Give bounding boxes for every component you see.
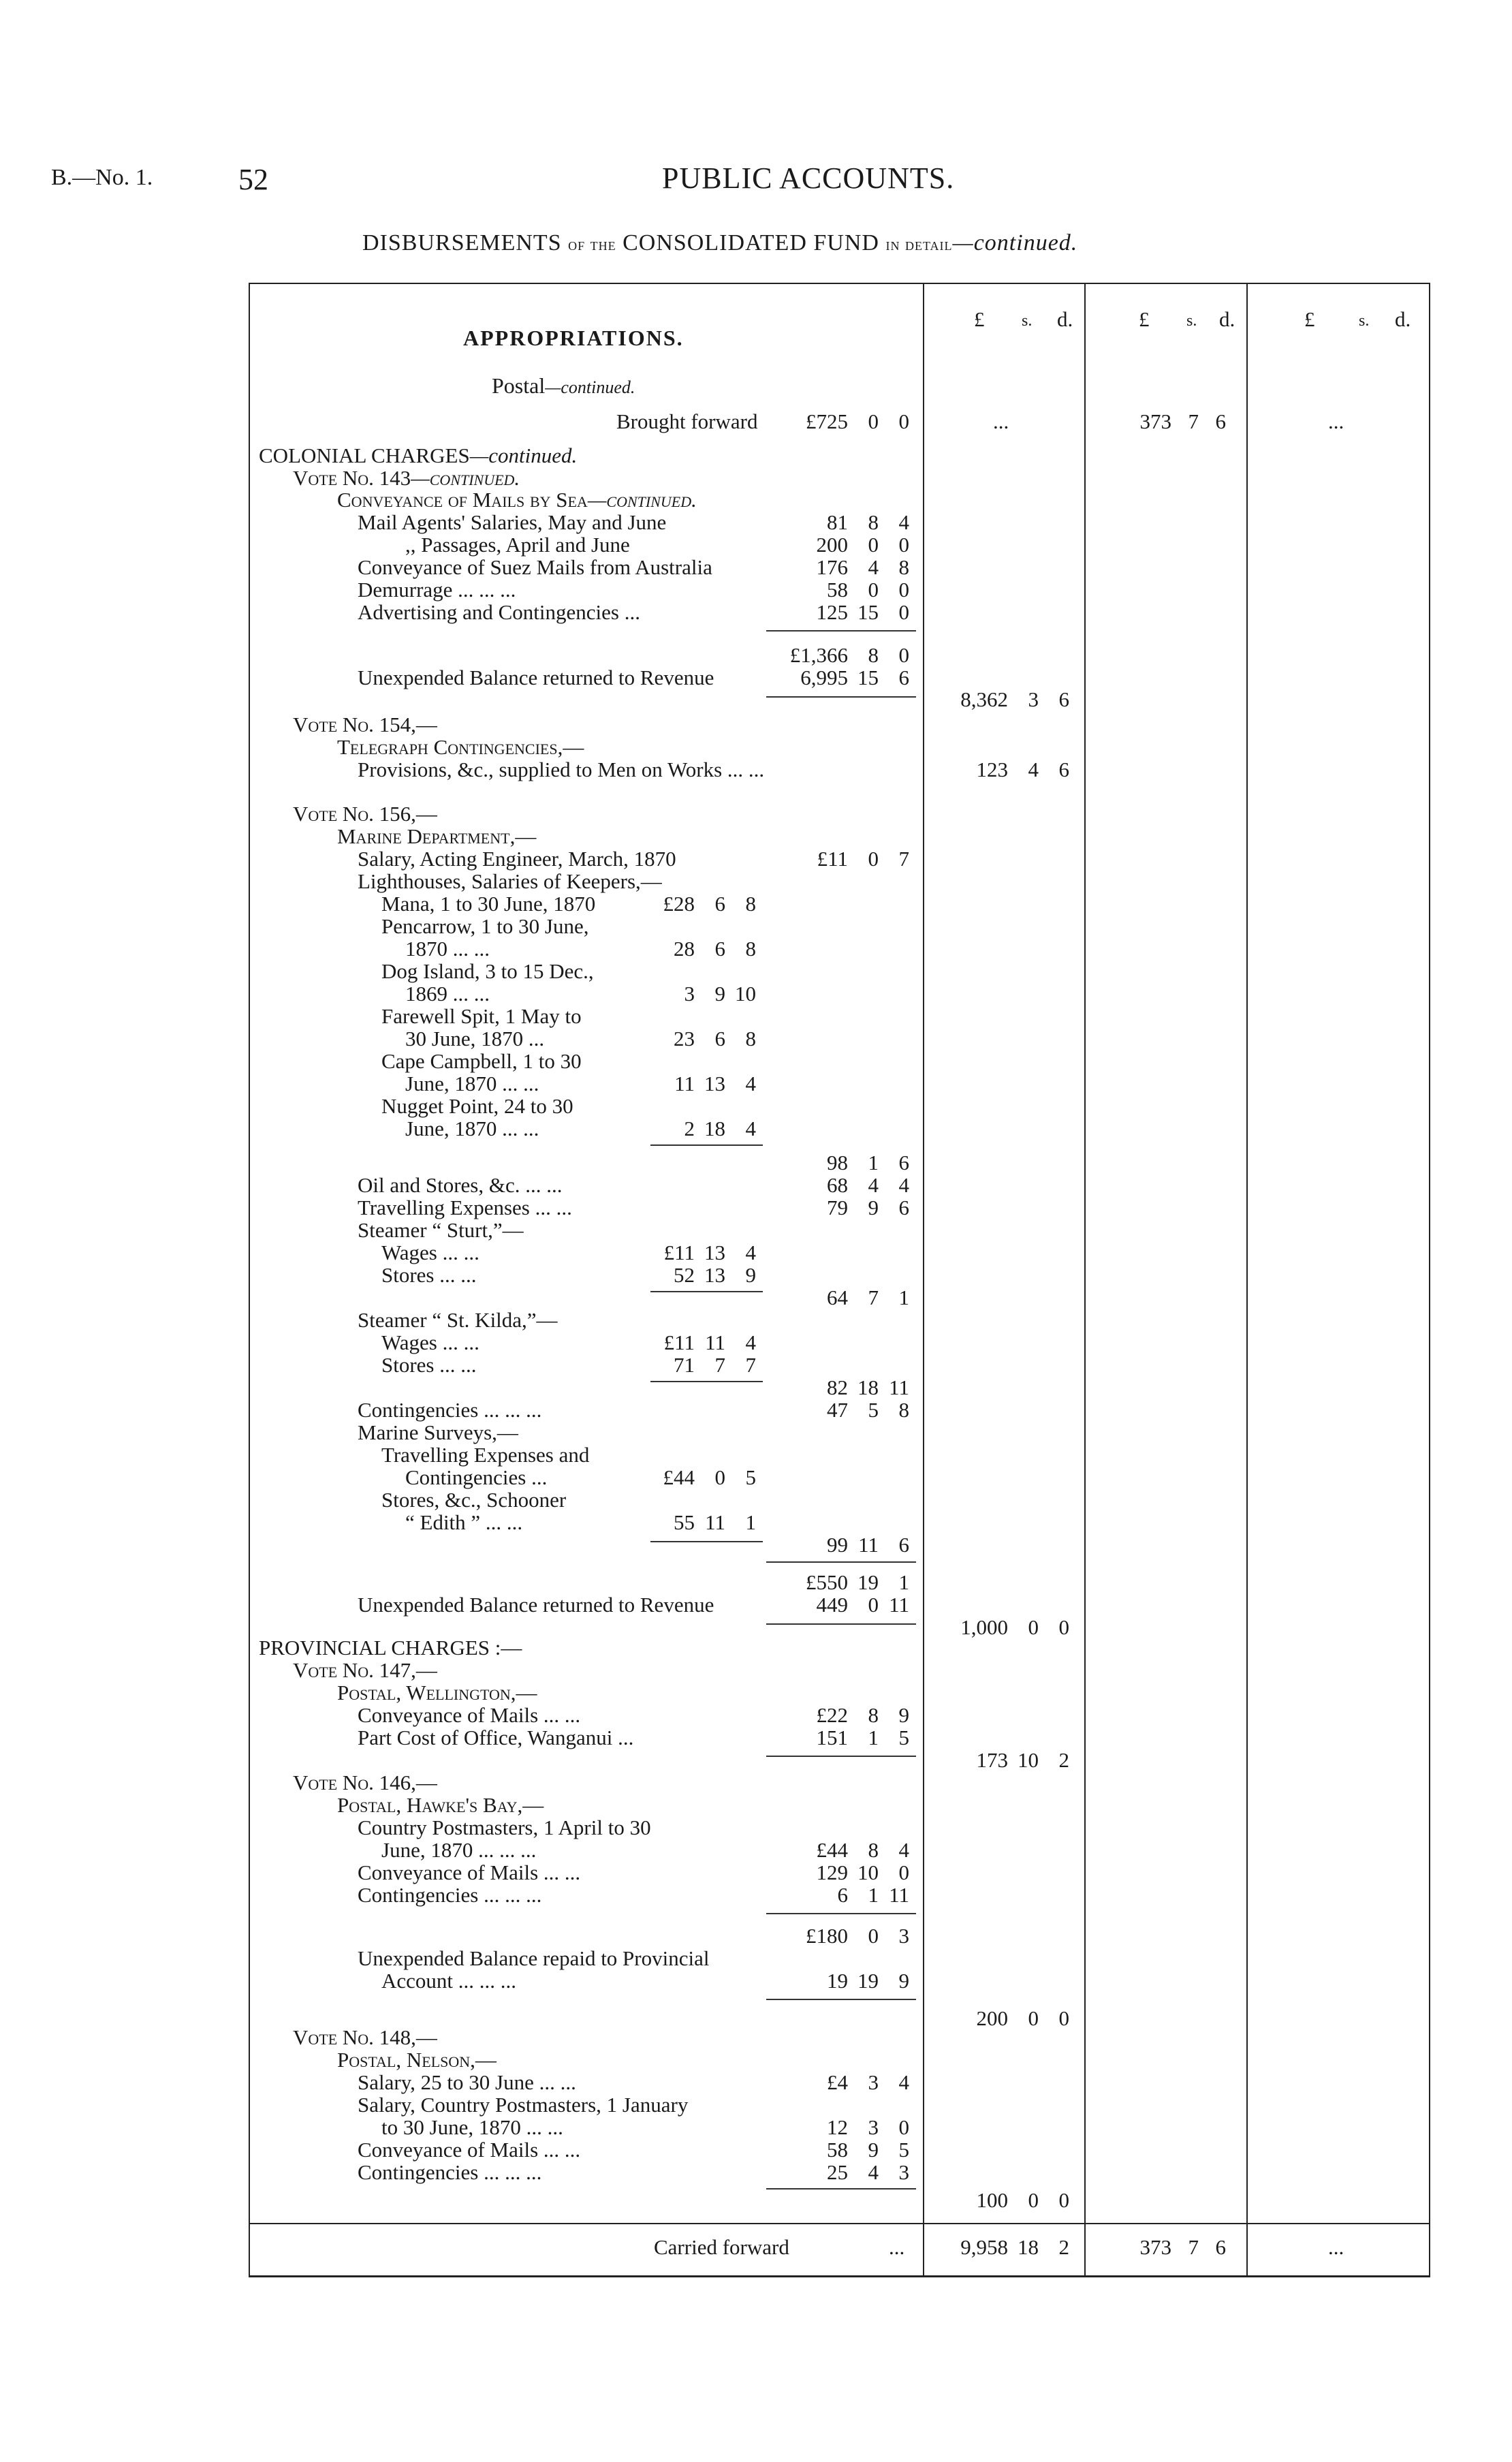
pence-symbol: d. (1057, 307, 1073, 331)
sum-rule (650, 1541, 763, 1542)
amount-shillings: 3 (1028, 687, 1039, 711)
amount-pence: 6 (898, 1533, 909, 1557)
empty-dots: ... (1328, 409, 1344, 433)
amount-pounds: 1,000 (960, 1615, 1008, 1639)
postal-cont: —continued. (545, 377, 635, 397)
amount-pence: 6 (1058, 758, 1069, 781)
amount-pounds: 373 (1139, 2235, 1171, 2259)
amount-pence: 0 (1058, 1615, 1069, 1639)
amount-shillings: 9 (868, 2138, 879, 2162)
table-bottom-rule (249, 2275, 1430, 2277)
amount-shillings: 8 (868, 643, 879, 667)
amount-pence: 0 (898, 409, 909, 433)
amount-shillings: 7 (714, 1353, 725, 1377)
amount-pence: 5 (745, 1465, 756, 1489)
vote-heading: Vote No. 154,— (293, 713, 437, 736)
amount-pounds: £4 (827, 2070, 848, 2094)
item-label: ,, Passages, April and June (405, 533, 630, 557)
amount-shillings: 11 (705, 1330, 725, 1354)
amount-pence: 4 (745, 1072, 756, 1095)
amount-pounds: £44 (816, 1838, 848, 1862)
table-left-rule (249, 283, 250, 2277)
empty-dots: ... (993, 409, 1009, 433)
amount-pounds: 200 (976, 2006, 1008, 2030)
lighthouse-label: Farewell Spit, 1 May to (381, 1004, 582, 1028)
amount-pounds: £1,366 (789, 643, 848, 667)
amount-pence: 3 (898, 2160, 909, 2184)
item-label: Oil and Stores, &c. ... ... (358, 1173, 563, 1197)
amount-pounds: 449 (816, 1593, 848, 1617)
amount-pounds: 58 (827, 2138, 848, 2162)
amount-pounds: 98 (827, 1151, 848, 1174)
amount-shillings: 0 (868, 1924, 879, 1948)
amount-pence: 0 (1058, 2188, 1069, 2212)
lighthouse-label: June, 1870 ... ... (405, 1072, 539, 1095)
vote-heading (293, 467, 520, 489)
amount-pence: 4 (898, 2070, 909, 2094)
amount-shillings: 0 (1028, 2188, 1039, 2212)
amount-shillings: 4 (868, 2160, 879, 2184)
sum-rule (766, 1999, 916, 2000)
amount-shillings: 5 (868, 1398, 879, 1422)
subtitle-part: of the (568, 234, 616, 254)
lighthouse-label: Mana, 1 to 30 June, 1870 (381, 892, 596, 916)
amount-shillings: 4 (868, 555, 879, 579)
item-label: Conveyance of Mails ... ... (358, 1860, 581, 1884)
amount-shillings: 0 (1028, 2006, 1039, 2030)
amount-pounds: 8,362 (960, 687, 1008, 711)
lighthouse-label: Dog Island, 3 to 15 Dec., (381, 959, 594, 983)
section-heading: Marine Department,— (337, 824, 537, 848)
item-label: Contingencies ... (405, 1465, 548, 1489)
shillings-symbol: s. (1186, 312, 1197, 330)
amount-pence: 7 (898, 847, 909, 871)
amount-pounds: 82 (827, 1375, 848, 1399)
sum-rule (766, 630, 916, 632)
amount-shillings: 13 (704, 1241, 725, 1264)
amount-shillings: 0 (868, 847, 879, 871)
section-label: Conveyance of Mails by Sea (337, 488, 588, 512)
empty-dots: ... (1328, 2235, 1344, 2259)
unexpended-label: Unexpended Balance returned to Revenue (358, 1593, 714, 1617)
table-top-rule (249, 283, 1430, 284)
amount-shillings: 0 (714, 1465, 725, 1489)
page-subtitle (362, 230, 1077, 256)
amount-pence: 4 (745, 1330, 756, 1354)
amount-pounds: 12 (827, 2115, 848, 2139)
amount-pence: 5 (898, 2138, 909, 2162)
amount-pounds: 151 (816, 1726, 848, 1749)
item-label: Salary, Country Postmasters, 1 January (358, 2093, 689, 2117)
amount-shillings: 1 (868, 1726, 879, 1749)
amount-pence: 9 (898, 1703, 909, 1727)
sum-rule (650, 1381, 763, 1382)
amount-pence: 1 (898, 1570, 909, 1594)
item-label: Salary, 25 to 30 June ... ... (358, 2070, 576, 2094)
column-rule (1084, 283, 1086, 2277)
page-number: 52 (238, 163, 268, 196)
item-label: to 30 June, 1870 ... ... (381, 2115, 563, 2139)
amount-pounds: 125 (816, 600, 848, 624)
item-label: “ Edith ” ... ... (405, 1510, 523, 1534)
amount-shillings: 6 (714, 1027, 725, 1050)
section-heading: Postal, Hawke's Bay,— (337, 1793, 544, 1817)
item-label: Marine Surveys,— (358, 1420, 518, 1444)
amount-shillings: 3 (868, 2070, 879, 2094)
amount-pence: 0 (898, 1860, 909, 1884)
amount-shillings: 6 (714, 937, 725, 961)
pounds-symbol: £ (1139, 307, 1150, 331)
sum-rule (766, 1913, 916, 1914)
amount-shillings: 0 (868, 409, 879, 433)
carried-forward-label: Carried forward (654, 2235, 789, 2259)
amount-pounds: 64 (827, 1285, 848, 1309)
amount-pounds: £11 (663, 1241, 695, 1264)
page-title: PUBLIC ACCOUNTS. (662, 161, 955, 195)
amount-pence: 0 (898, 578, 909, 602)
amount-pounds: 19 (827, 1969, 848, 1993)
amount-pounds: 3 (684, 982, 695, 1006)
amount-pence: 8 (745, 892, 756, 916)
section-heading: Postal, Nelson,— (337, 2048, 497, 2072)
amount-pence: 2 (1058, 2235, 1069, 2259)
amount-pence: 4 (898, 510, 909, 534)
vote-cont: —continued. (411, 466, 520, 490)
sum-rule (766, 2188, 916, 2190)
amount-pence: 6 (898, 1196, 909, 1219)
lighthouse-label: June, 1870 ... ... (405, 1117, 539, 1140)
amount-shillings: 4 (868, 1173, 879, 1197)
section-heading: Telegraph Contingencies,— (337, 735, 584, 759)
colonial-heading (259, 444, 577, 467)
empty-dots: ... (889, 2235, 905, 2259)
amount-shillings: 9 (714, 982, 725, 1006)
amount-pence: 8 (745, 1027, 756, 1050)
amount-pence: 10 (735, 982, 756, 1006)
column-rule (1246, 283, 1248, 2277)
amount-pounds: 47 (827, 1398, 848, 1422)
amount-pounds: £11 (663, 1330, 695, 1354)
amount-pence: 6 (1215, 409, 1226, 433)
amount-pounds: 28 (674, 937, 695, 961)
amount-pence: 6 (898, 666, 909, 689)
table-right-rule (1429, 283, 1430, 2277)
amount-shillings: 7 (868, 1285, 879, 1309)
pence-symbol: d. (1219, 307, 1235, 331)
amount-pence: 8 (898, 555, 909, 579)
subtitle-part: CONSOLIDATED FUND (623, 230, 879, 255)
item-label: Stores, &c., Schooner (381, 1488, 567, 1512)
amount-pounds: 200 (816, 533, 848, 557)
item-label: Demurrage ... ... ... (358, 578, 516, 602)
amount-pence: 1 (898, 1285, 909, 1309)
amount-shillings: 11 (858, 1533, 879, 1557)
item-label: Part Cost of Office, Wanganui ... (358, 1726, 634, 1749)
amount-pounds: 2 (684, 1117, 695, 1140)
amount-shillings: 18 (857, 1375, 879, 1399)
amount-pence: 3 (898, 1924, 909, 1948)
amount-pounds: £22 (816, 1703, 848, 1727)
amount-shillings: 0 (868, 1593, 879, 1617)
sum-rule (766, 1561, 916, 1563)
amount-pounds: 11 (674, 1072, 695, 1095)
amount-shillings: 10 (1018, 1748, 1039, 1772)
sum-rule (650, 1291, 763, 1292)
amount-pence: 11 (889, 1883, 909, 1907)
item-label: Contingencies ... ... ... (358, 2160, 542, 2184)
lighthouse-label: Cape Campbell, 1 to 30 (381, 1049, 582, 1073)
subtitle-part: in detail (885, 234, 953, 254)
amount-pounds: £180 (806, 1924, 848, 1948)
item-label: Travelling Expenses ... ... (358, 1196, 572, 1219)
amount-pounds: £11 (817, 847, 848, 871)
item-label: Stores ... ... (381, 1263, 477, 1287)
amount-shillings: 3 (868, 2115, 879, 2139)
amount-shillings: 19 (857, 1969, 879, 1993)
amount-pence: 9 (745, 1263, 756, 1287)
item-label: June, 1870 ... ... ... (381, 1838, 537, 1862)
amount-pounds: 123 (976, 758, 1008, 781)
amount-pence: 0 (898, 600, 909, 624)
amount-pounds: £550 (806, 1570, 848, 1594)
amount-pence: 6 (1058, 687, 1069, 711)
amount-pence: 9 (898, 1969, 909, 1993)
amount-shillings: 18 (704, 1117, 725, 1140)
amount-pounds: 81 (827, 510, 848, 534)
item-label: Contingencies ... ... ... (358, 1398, 542, 1422)
amount-pence: 4 (745, 1117, 756, 1140)
shillings-symbol: s. (1359, 312, 1370, 330)
amount-pence: 8 (745, 937, 756, 961)
amount-shillings: 0 (868, 578, 879, 602)
item-label: Salary, Acting Engineer, March, 1870 (358, 847, 676, 871)
item-label: Conveyance of Mails ... ... (358, 1703, 581, 1727)
amount-shillings: 15 (857, 600, 879, 624)
amount-pence: 4 (898, 1173, 909, 1197)
unexpended-label: Unexpended Balance returned to Revenue (358, 666, 714, 689)
amount-pounds: £44 (663, 1465, 695, 1489)
pounds-symbol: £ (974, 307, 985, 331)
sum-rule (766, 696, 916, 698)
shillings-symbol: s. (1022, 312, 1033, 330)
amount-pounds: 6,995 (800, 666, 848, 689)
amount-pounds: £28 (663, 892, 695, 916)
amount-shillings: 6 (714, 892, 725, 916)
amount-shillings: 10 (857, 1860, 879, 1884)
heading-label: COLONIAL CHARGES (259, 443, 470, 467)
item-label: Conveyance of Mails ... ... (358, 2138, 581, 2162)
amount-pence: 7 (745, 1353, 756, 1377)
amount-pence: 6 (898, 1151, 909, 1174)
pence-symbol: d. (1395, 307, 1411, 331)
item-label: Lighthouses, Salaries of Keepers,— (358, 869, 662, 893)
item-label: Wages ... ... (381, 1330, 479, 1354)
amount-shillings: 0 (868, 533, 879, 557)
lighthouse-label: 1869 ... ... (405, 982, 490, 1006)
vote-heading: Vote No. 156,— (293, 802, 437, 826)
vote-heading: Vote No. 147,— (293, 1658, 437, 1682)
amount-pence: 8 (898, 1398, 909, 1422)
item-label: Wages ... ... (381, 1241, 479, 1264)
amount-shillings: 1 (868, 1883, 879, 1907)
vote-label: Vote No. 143 (293, 466, 411, 490)
amount-shillings: 7 (1188, 2235, 1199, 2259)
item-label: Conveyance of Suez Mails from Australia (358, 555, 712, 579)
sum-rule (766, 1756, 916, 1757)
heading-cont: —continued. (469, 443, 578, 467)
amount-pounds: 71 (674, 1353, 695, 1377)
document-ref: B.—No. 1. (51, 165, 153, 190)
item-label: Steamer “ St. Kilda,”— (358, 1308, 558, 1332)
provincial-heading: PROVINCIAL CHARGES :— (259, 1636, 522, 1659)
amount-shillings: 13 (704, 1263, 725, 1287)
amount-pounds: 9,958 (960, 2235, 1008, 2259)
amount-pounds: 79 (827, 1196, 848, 1219)
vote-heading: Vote No. 146,— (293, 1771, 437, 1794)
amount-pounds: 373 (1139, 409, 1171, 433)
amount-shillings: 7 (1188, 409, 1199, 433)
amount-pence: 2 (1058, 1748, 1069, 1772)
item-label: Advertising and Contingencies ... (358, 600, 640, 624)
subtitle-part: —continued. (952, 230, 1078, 255)
amount-pounds: 6 (837, 1883, 848, 1907)
amount-pence: 0 (898, 2115, 909, 2139)
amount-shillings: 11 (705, 1510, 725, 1534)
amount-pounds: 25 (827, 2160, 848, 2184)
pounds-symbol: £ (1304, 307, 1315, 331)
amount-pounds: 176 (816, 555, 848, 579)
subtitle-part: DISBURSEMENTS (362, 230, 562, 255)
amount-pounds: 173 (976, 1748, 1008, 1772)
brought-forward-label: Brought forward (616, 409, 758, 433)
amount-shillings: 8 (868, 1703, 879, 1727)
amount-shillings: 1 (868, 1151, 879, 1174)
vote-heading: Vote No. 148,— (293, 2025, 437, 2049)
amount-pence: 11 (889, 1593, 909, 1617)
amount-pence: 5 (898, 1726, 909, 1749)
amount-pence: 0 (898, 643, 909, 667)
item-label: Mail Agents' Salaries, May and June (358, 510, 667, 534)
amount-pounds: 58 (827, 578, 848, 602)
lighthouse-label: Nugget Point, 24 to 30 (381, 1094, 573, 1118)
amount-pounds: 100 (976, 2188, 1008, 2212)
amount-pence: 0 (1058, 2006, 1069, 2030)
item-label: Stores ... ... (381, 1353, 477, 1377)
appropriations-heading: APPROPRIATIONS. (463, 326, 684, 350)
amount-pounds: 99 (827, 1533, 848, 1557)
amount-pence: 4 (898, 1838, 909, 1862)
amount-shillings: 19 (857, 1570, 879, 1594)
section-cont: —continued. (587, 488, 697, 512)
amount-shillings: 13 (704, 1072, 725, 1095)
item-label: Account ... ... ... (381, 1969, 517, 1993)
sum-rule (766, 1623, 916, 1625)
amount-pence: 0 (898, 533, 909, 557)
item-label: Unexpended Balance repaid to Provincial (358, 1946, 710, 1970)
amount-shillings: 15 (857, 666, 879, 689)
amount-shillings: 9 (868, 1196, 879, 1219)
amount-shillings: 8 (868, 510, 879, 534)
item-label: Steamer “ Sturt,”— (358, 1218, 524, 1242)
postal-heading (492, 373, 635, 399)
amount-shillings: 0 (1028, 1615, 1039, 1639)
postal-label: Postal (492, 373, 546, 398)
amount-pounds: 55 (674, 1510, 695, 1534)
amount-pence: 4 (745, 1241, 756, 1264)
amount-pence: 11 (889, 1375, 909, 1399)
amount-pounds: 23 (674, 1027, 695, 1050)
item-label: Travelling Expenses and (381, 1443, 590, 1467)
amount-shillings: 18 (1018, 2235, 1039, 2259)
amount-pounds: £725 (806, 409, 848, 433)
column-rule (923, 283, 924, 2277)
amount-pence: 1 (745, 1510, 756, 1534)
item-label: Provisions, &c., supplied to Men on Works ... ... (358, 758, 765, 781)
amount-pounds: 52 (674, 1263, 695, 1287)
section-heading: Postal, Wellington,— (337, 1681, 537, 1704)
lighthouse-label: Pencarrow, 1 to 30 June, (381, 914, 589, 938)
lighthouse-label: 30 June, 1870 ... (405, 1027, 545, 1050)
amount-pounds: 129 (816, 1860, 848, 1884)
item-label: Contingencies ... ... ... (358, 1883, 542, 1907)
sum-rule (650, 1144, 763, 1146)
amount-shillings: 8 (868, 1838, 879, 1862)
table-mid-rule (249, 2223, 1430, 2224)
amount-pounds: 68 (827, 1173, 848, 1197)
lighthouse-label: 1870 ... ... (405, 937, 490, 961)
section-heading (337, 488, 697, 511)
amount-shillings: 4 (1028, 758, 1039, 781)
amount-pence: 6 (1215, 2235, 1226, 2259)
item-label: Country Postmasters, 1 April to 30 (358, 1816, 651, 1839)
